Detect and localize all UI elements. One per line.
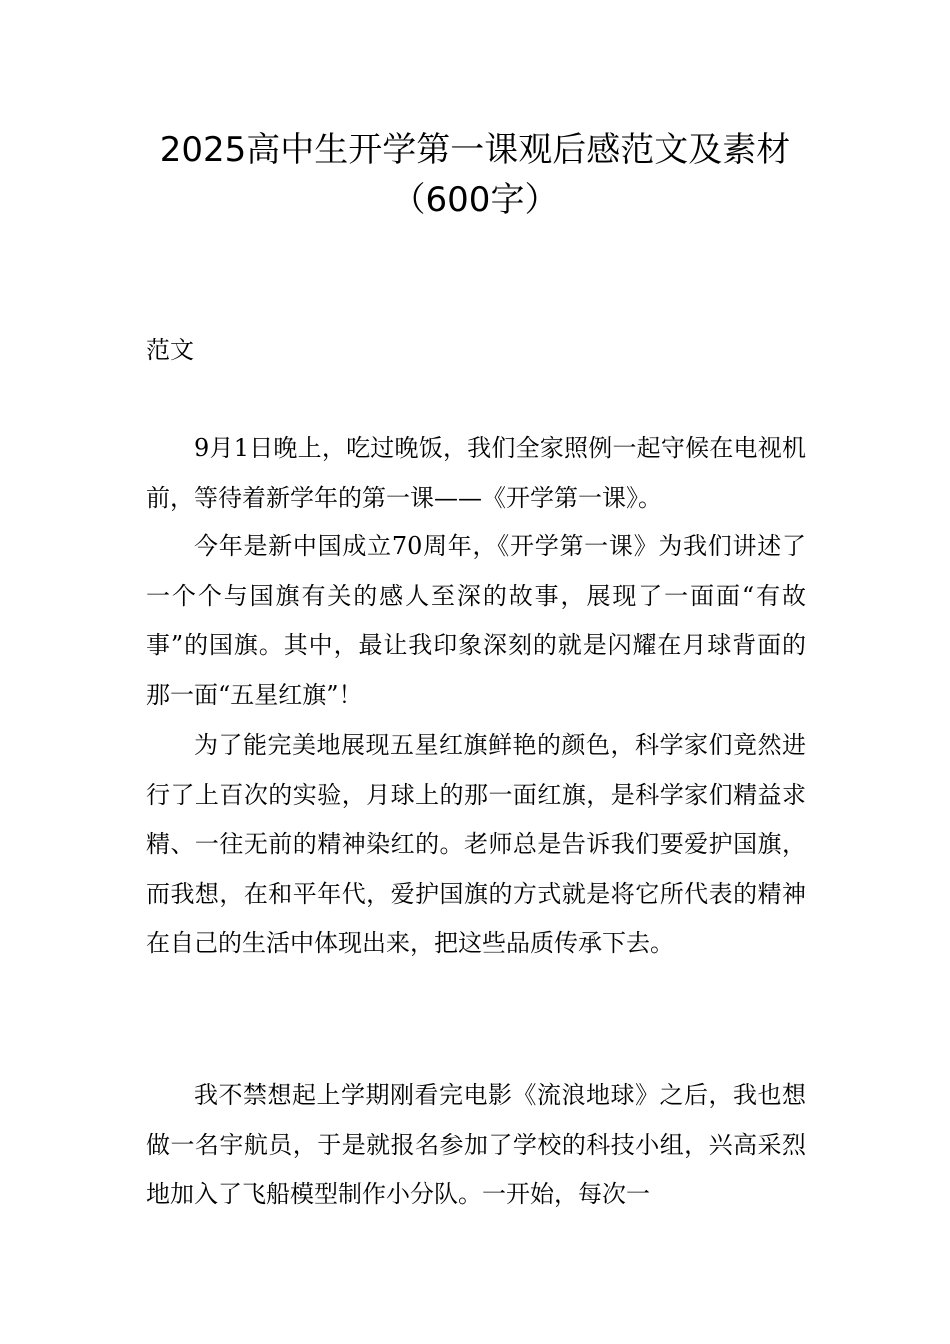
paragraph-2: 今年是新中国成立70周年，《开学第一课》为我们讲述了一个个与国旗有关的感人至深的故事，展现了一面面“有故事”的国旗。其中，最让我印象深刻的就是闪耀在月球背面的那一面“五星红旗”！ [146,532,806,709]
document-title: 2025高中生开学第一课观后感范文及素材 [159,130,791,170]
document-title-subtitle: （600字） [391,180,559,220]
paragraph-1: 9月1日晚上，吃过晚饭，我们全家照例一起守候在电视机前，等待着新学年的第一课——《开学第一课》。 [146,434,806,512]
paragraph-4: 我不禁想起上学期刚看完电影《流浪地球》之后，我也想做一名宇航员，于是就报名参加了学校的科技小组，兴高采烈地加入了飞船模型制作小分队。一开始，每次一 [146,1081,806,1208]
section-label: 范文 [146,336,194,364]
paragraph-3: 为了能完美地展现五星红旗鲜艳的颜色，科学家们竟然进行了上百次的实验，月球上的那一面红旗，是科学家们精益求精、一往无前的精神染红的。老师总是告诉我们要爱护国旗，而我想，在和平年代，爱护国旗的方式就是将它所代表的精神在自己的生活中体现出来，把这些品质传承下去。 [146,731,806,957]
